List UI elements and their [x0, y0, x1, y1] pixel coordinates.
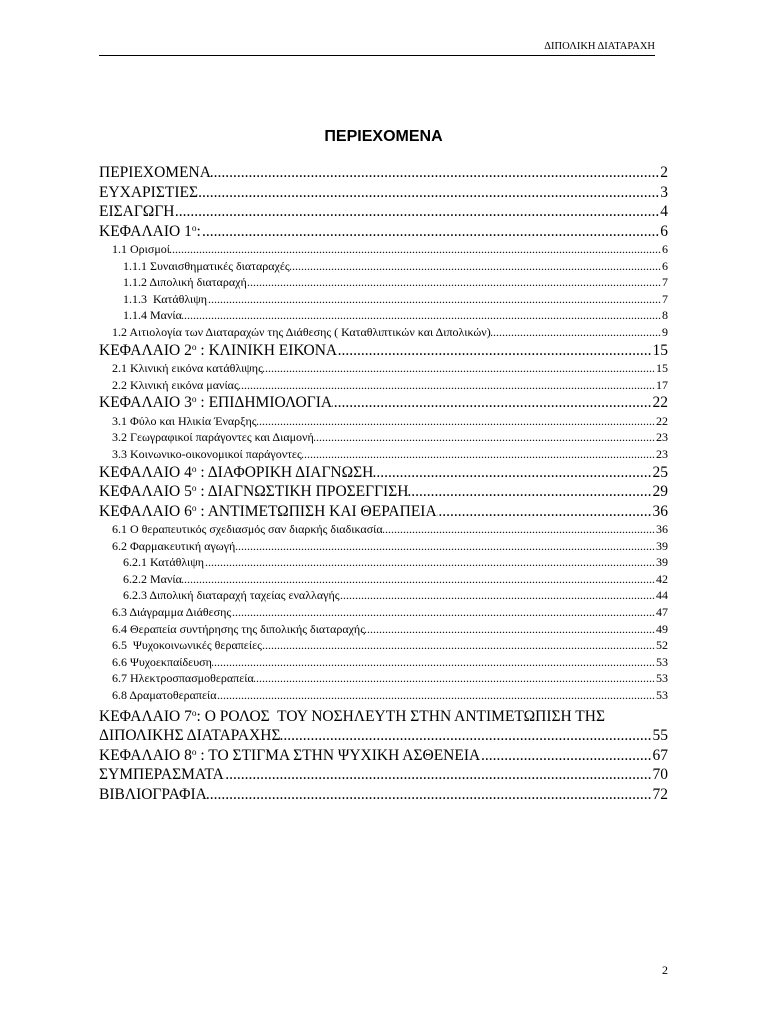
- toc-page-number: 52: [656, 638, 668, 653]
- toc-subsubentry[interactable]: [99, 274, 668, 291]
- dot-leader: [254, 670, 655, 687]
- dot-leader: [207, 291, 661, 308]
- toc-entry-label: 6.8 Δραματοθεραπεία: [112, 687, 217, 702]
- toc-page-number: 15: [652, 341, 668, 359]
- toc-entry-label: 1.1.3 Κατάθλιψη: [123, 291, 208, 306]
- dot-leader: [257, 413, 655, 430]
- dot-leader: [314, 429, 655, 446]
- dot-leader: [383, 521, 655, 538]
- dot-leader: [280, 726, 651, 746]
- dot-leader: [332, 393, 651, 413]
- toc-entry-label-rest: : ΤΟ ΣΤΙΓΜΑ ΣΤΗΝ ΨΥΧΙΚΗ ΑΣΘΕΝΕΙΑ: [196, 746, 481, 764]
- toc-entry-title: [112, 687, 217, 704]
- toc-subsubentry[interactable]: [99, 571, 668, 588]
- toc-entry-label: 6.2.1 Κατάθλιψη: [123, 555, 205, 570]
- toc-page-number: 17: [656, 377, 668, 392]
- toc-subentry[interactable]: [99, 446, 668, 463]
- toc-entry-label: 6.7 Ηλεκτροσπασμοθεραπεία: [112, 671, 254, 686]
- toc-page-number: 4: [660, 203, 668, 220]
- toc-entry-label: 6.3 Διάγραμμα Διάθεσης: [112, 605, 232, 619]
- toc-entry-label: 2.1 Κλινική εικόνα κατάθλιψης: [112, 361, 263, 376]
- toc-entry-title: [99, 482, 408, 502]
- toc-entry-title: [123, 307, 182, 324]
- toc-page-number: 25: [652, 463, 668, 481]
- dot-leader: [247, 274, 661, 291]
- ordinal-superscript: ο: [191, 483, 197, 494]
- dot-leader: [290, 258, 661, 275]
- toc-entry-title: [112, 429, 314, 446]
- toc-entry-label-rest: : ΑΝΤΙΜΕΤΩΠΙΣΗ ΚΑΙ ΘΕΡΑΠΕΙΑ: [196, 502, 437, 520]
- toc-page-number: 23: [656, 446, 668, 461]
- toc-subsubentry[interactable]: [99, 291, 668, 308]
- toc-page-number: 7: [662, 275, 668, 290]
- toc-entry-continued[interactable]: [99, 726, 668, 746]
- toc-page-number: 29: [652, 483, 668, 501]
- toc-entry-title: [123, 571, 182, 588]
- toc-entry-label: ΚΕΦΑΛΑΙΟ 5: [99, 483, 192, 501]
- toc-entry-title: [123, 291, 207, 308]
- toc-entry-label: 1.1 Ορισμοί: [112, 242, 171, 256]
- dot-leader: [201, 222, 659, 242]
- toc-subentry[interactable]: [99, 377, 668, 394]
- toc-entry-title: [99, 222, 201, 242]
- toc-page-number: 8: [662, 308, 668, 323]
- toc-subentry[interactable]: [99, 670, 668, 687]
- ordinal-superscript: ο: [191, 395, 197, 406]
- toc-entry-title: [99, 393, 332, 413]
- toc-page-number: 47: [656, 605, 668, 619]
- toc-page-number: 6: [662, 242, 668, 256]
- toc-entry-label: ΣΥΜΠΕΡΑΣΜΑΤΑ: [99, 766, 224, 784]
- toc-entry-label: 6.2 Φαρμακευτική αγωγή: [112, 538, 236, 553]
- toc-entry-title: [99, 183, 198, 203]
- dot-leader: [212, 654, 655, 671]
- toc-page-number: 53: [656, 687, 668, 702]
- toc-entry-title: [112, 654, 212, 671]
- toc-page-number: 23: [656, 430, 668, 445]
- ordinal-superscript: ο: [191, 342, 197, 353]
- toc-page-number: 44: [656, 588, 668, 603]
- dot-leader: [408, 482, 651, 502]
- toc-entry-title: [123, 274, 247, 291]
- dot-leader: [182, 571, 655, 588]
- toc-subsubentry[interactable]: [99, 258, 668, 275]
- toc-entry-title: [99, 163, 211, 183]
- toc-entry-label: 2.2 Κλινική εικόνα μανίας: [112, 377, 239, 392]
- toc-entry-label-rest: : ΚΛΙΝΙΚΗ ΕΙΚΟΝΑ: [196, 341, 338, 359]
- dot-leader: [302, 446, 655, 463]
- toc-page-number: 53: [656, 671, 668, 686]
- toc-subentry[interactable]: [99, 521, 668, 538]
- toc-subentry[interactable]: [99, 621, 668, 638]
- toc-entry[interactable]: [99, 765, 668, 785]
- toc-page-number: 49: [656, 621, 668, 636]
- dot-leader: [239, 377, 655, 394]
- dot-leader: [224, 765, 652, 785]
- toc-entry[interactable]: [99, 463, 668, 483]
- toc-list: [99, 163, 668, 804]
- dot-leader: [337, 341, 651, 361]
- toc-entry[interactable]: [99, 183, 668, 203]
- toc-entry-label-continued: ΔΙΠΟΛΙΚΗΣ ΔΙΑΤΑΡΑΧΗΣ: [99, 727, 281, 745]
- ordinal-superscript: ο: [191, 223, 197, 234]
- toc-entry[interactable]: [99, 746, 668, 766]
- toc-entry[interactable]: [99, 222, 668, 242]
- toc-entry-title: [112, 377, 239, 394]
- toc-subentry[interactable]: [99, 429, 668, 446]
- toc-entry-title: [112, 604, 231, 621]
- toc-entry-label: 1.1.2 Διπολική διαταραχή: [123, 275, 247, 290]
- ordinal-superscript: ο: [191, 464, 197, 475]
- toc-entry-label: ΚΕΦΑΛΑΙΟ 1: [99, 222, 192, 240]
- toc-page-number: 70: [652, 766, 668, 784]
- toc-entry-title: [99, 502, 437, 522]
- toc-entry-label-rest: :: [196, 222, 201, 240]
- dot-leader: [211, 163, 659, 183]
- toc-entry-label: ΚΕΦΑΛΑΙΟ 7: [99, 707, 192, 725]
- toc-page-number: 42: [656, 571, 668, 586]
- toc-page-number: 2: [660, 164, 668, 181]
- toc-subsubentry[interactable]: [99, 587, 668, 604]
- toc-entry[interactable]: [99, 202, 668, 222]
- toc-entry-label: ΕΥΧΑΡΙΣΤΙΕΣ: [99, 183, 198, 201]
- ordinal-superscript: ο: [191, 747, 197, 758]
- toc-entry-title: [112, 241, 170, 258]
- running-header: ΔΙΠΟΛΙΚΗ ΔΙΑΤΑΡΑΧΗ: [99, 40, 655, 56]
- dot-leader: [491, 324, 661, 341]
- toc-entry-label: ΚΕΦΑΛΑΙΟ 2: [99, 341, 192, 359]
- toc-entry-title: [123, 258, 290, 275]
- toc-entry-title: [112, 324, 491, 341]
- toc-entry-title: [112, 446, 302, 463]
- toc-page-number: 22: [656, 413, 668, 428]
- toc-entry[interactable]: [99, 482, 668, 502]
- toc-entry-label: 3.2 Γεωγραφικοί παράγοντες και Διαμονή: [112, 430, 314, 445]
- toc-entry-title: [112, 637, 262, 654]
- dot-leader: [182, 307, 661, 324]
- toc-heading: ΠΕΡΙΕΧΟΜΕΝΑ: [324, 128, 443, 145]
- toc-page-number: 6: [660, 222, 668, 240]
- ordinal-superscript: ο: [191, 503, 197, 514]
- toc-entry-label-rest: : ΔΙΑΓΝΩΣΤΙΚΗ ΠΡΟΣΕΓΓΙΣΗ: [196, 483, 409, 501]
- toc-entry[interactable]: [99, 393, 668, 413]
- toc-entry[interactable]: [99, 785, 668, 805]
- toc-entry-title: [99, 785, 207, 805]
- dot-leader: [373, 463, 651, 483]
- toc-entry-label-rest: : Ο ΡΟΛΟΣ ΤΟΥ ΝΟΣΗΛΕΥΤΗ ΣΤΗΝ ΑΝΤΙΜΕΤΩΠΙΣΗ ΤΗΣ: [196, 707, 605, 725]
- toc-entry-title: [112, 360, 263, 377]
- toc-subentry[interactable]: [99, 538, 668, 555]
- dot-leader: [207, 785, 652, 805]
- page-number: 2: [662, 963, 668, 977]
- toc-entry-label: ΚΕΦΑΛΑΙΟ 8: [99, 746, 192, 764]
- toc-entry-label: ΚΕΦΑΛΑΙΟ 3: [99, 394, 192, 412]
- toc-entry-label: ΠΕΡΙΕΧΟΜΕΝΑ: [99, 164, 211, 181]
- toc-entry-label: 1.2 Αιτιολογία των Διαταραχών της Διάθεσης ( Καταθλιπτικών και Διπολικών): [112, 324, 491, 339]
- toc-page-number: 36: [652, 502, 668, 520]
- toc-page-number: 3: [660, 183, 668, 201]
- dot-leader: [217, 687, 655, 704]
- toc-entry-title: [112, 621, 365, 638]
- toc-entry-title: [112, 521, 383, 538]
- toc-entry-title: [112, 413, 257, 430]
- dot-leader: [198, 183, 659, 203]
- toc-subentry[interactable]: [99, 413, 668, 430]
- toc-entry-label: ΚΕΦΑΛΑΙΟ 6: [99, 502, 192, 520]
- dot-leader: [480, 746, 651, 766]
- toc-subsubentry[interactable]: [99, 307, 668, 324]
- toc-entry-label: 3.3 Κοινωνικο-οικονομικοί παράγοντες: [112, 446, 302, 461]
- toc-page-number: 36: [656, 522, 668, 537]
- toc-entry[interactable]: [99, 163, 668, 183]
- toc-entry-label: ΚΕΦΑΛΑΙΟ 4: [99, 463, 192, 481]
- toc-page-number: 9: [662, 324, 668, 339]
- dot-leader: [231, 604, 655, 621]
- toc-entry-label-rest: : ΕΠΙΔΗΜΙΟΛΟΓΙΑ: [196, 394, 333, 412]
- toc-subentry[interactable]: [99, 687, 668, 704]
- toc-entry-title: [99, 341, 337, 361]
- toc-page-number: 53: [656, 654, 668, 669]
- dot-leader: [339, 587, 655, 604]
- toc-entry-title: [99, 746, 480, 766]
- toc-entry-label: 6.5 Ψυχοκοινωνικές θεραπείες: [112, 638, 262, 653]
- dot-leader: [204, 554, 655, 571]
- toc-entry-title: [99, 707, 605, 727]
- toc-entry-title: [112, 538, 235, 555]
- toc-page-number: 15: [656, 361, 668, 376]
- toc-entry-label: ΕΙΣΑΓΩΓΗ: [99, 203, 175, 220]
- toc-entry-title: [99, 463, 373, 483]
- toc-entry[interactable]: [99, 341, 668, 361]
- dot-leader: [170, 241, 661, 258]
- toc-subentry[interactable]: [99, 637, 668, 654]
- toc-entry-label-rest: : ΔΙΑΦΟΡΙΚΗ ΔΙΑΓΝΩΣΗ: [196, 463, 374, 481]
- toc-page-number: 55: [652, 727, 668, 745]
- dot-leader: [262, 637, 655, 654]
- toc-entry-label: 6.2.3 Διπολική διαταραχή ταχείας εναλλαγής: [123, 588, 340, 603]
- dot-leader: [365, 621, 655, 638]
- toc-entry-label: 6.6 Ψυχοεκπαίδευση: [112, 654, 212, 669]
- toc-subentry[interactable]: [99, 360, 668, 377]
- toc-entry-label: 3.1 Φύλο και Ηλικία Έναρξης: [112, 413, 257, 428]
- toc-page-number: 39: [656, 555, 668, 570]
- dot-leader: [263, 360, 655, 377]
- toc-page-number: 67: [652, 746, 668, 764]
- toc-entry-label: ΒΙΒΛΙΟΓΡΑΦΙΑ: [99, 785, 207, 803]
- toc-subentry[interactable]: [99, 324, 668, 341]
- toc-subentry[interactable]: [99, 241, 668, 258]
- toc-entry-label: 1.1.4 Μανία: [123, 308, 182, 323]
- toc-entry[interactable]: [99, 502, 668, 522]
- dot-leader: [235, 538, 655, 555]
- toc-entry-title: [112, 670, 254, 687]
- toc-entry-title: [123, 554, 204, 571]
- toc-page-number: 72: [652, 785, 668, 803]
- dot-leader: [174, 202, 659, 222]
- toc-entry-label: 6.4 Θεραπεία συντήρησης της διπολικής διαταραχής: [112, 621, 365, 636]
- toc-entry-label: 6.1 Ο θεραπευτικός σχεδιασμός σαν διαρκής διαδικασία: [112, 522, 383, 537]
- toc-entry-title: [99, 765, 224, 785]
- toc-entry-label: 6.2.2 Μανία: [123, 571, 182, 586]
- toc-page-number: 39: [656, 538, 668, 553]
- toc-entry-title: [123, 587, 339, 604]
- toc-subentry[interactable]: [99, 654, 668, 671]
- toc-entry-label: 1.1.1 Συναισθηματικές διαταραχές: [123, 258, 290, 273]
- toc-subentry[interactable]: [99, 604, 668, 621]
- toc-entry[interactable]: [99, 707, 668, 727]
- toc-page-number: 6: [662, 258, 668, 273]
- toc-page-number: 22: [652, 394, 668, 412]
- toc-page-number: 7: [662, 291, 668, 306]
- toc-subsubentry[interactable]: [99, 554, 668, 571]
- dot-leader: [437, 502, 652, 522]
- toc-entry-title: [99, 202, 174, 222]
- ordinal-superscript: ο: [191, 708, 197, 719]
